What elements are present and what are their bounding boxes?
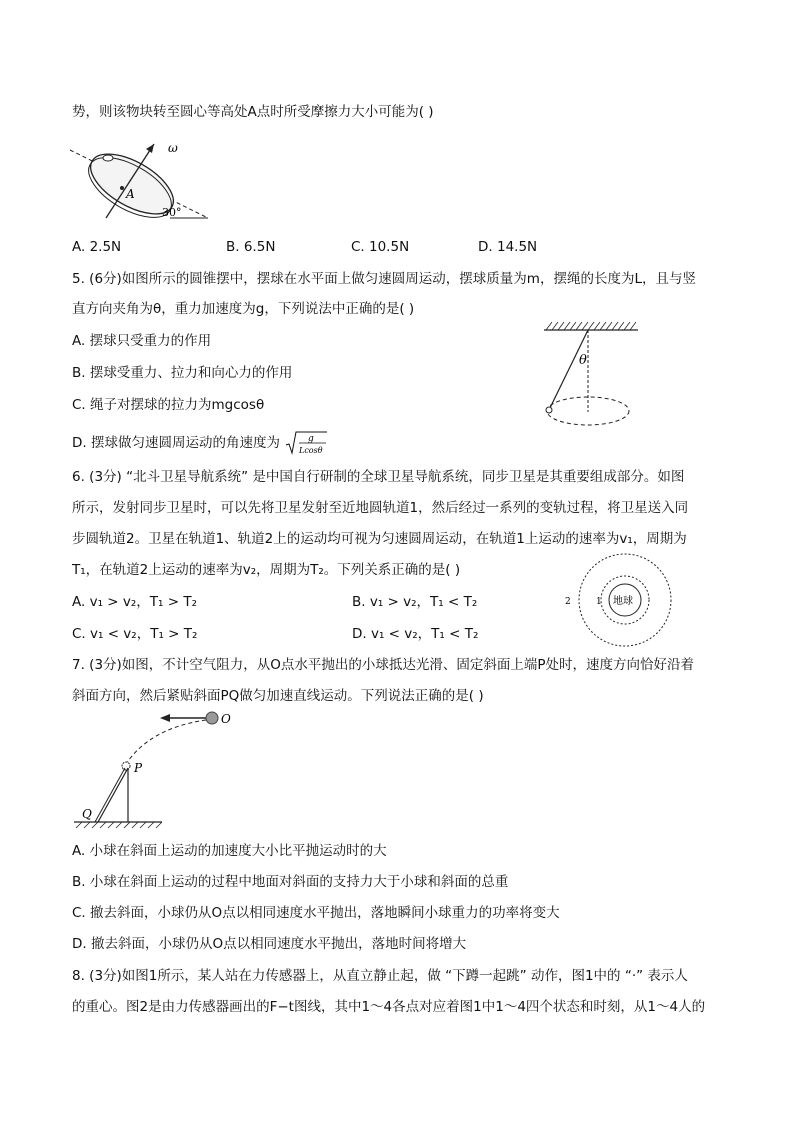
q5-sqrt-formula [284, 430, 328, 456]
q7-p-label: P [134, 761, 143, 775]
q4-rotating-disk-figure [66, 136, 216, 228]
q4-option-c[interactable]: C. 10.5N [351, 239, 410, 255]
q7-option-c[interactable]: C. 撤去斜面，小球仍从O点以相同速度水平抛出，落地瞬间小球重力的功率将变大 [72, 905, 560, 921]
q7-stem-line1: 7. (3分)如图，不计空气阻力，从O点水平抛出的小球抵达光滑、固定斜面上端P处时，速度方向恰好沿着 [72, 657, 695, 673]
q5-stem-line1: 5. (6分)如图所示的圆锥摆中，摆球在水平面上做匀速圆周运动，摆球质量为m，摆绳的长度为L，且与竖 [72, 271, 696, 287]
q4-option-b[interactable]: B. 6.5N [226, 239, 276, 255]
q7-option-b[interactable]: B. 小球在斜面上运动的过程中地面对斜面的支持力大于小球和斜面的总重 [72, 874, 509, 890]
q5-option-c[interactable]: C. 绳子对摆球的拉力为mgcosθ [72, 397, 265, 413]
q7-projectile-incline-figure [70, 706, 250, 830]
q6-stem-line2: 所示，发射同步卫星时，可以先将卫星发射至近地圆轨道1，然后经过一系列的变轨过程，将卫星送入同 [72, 500, 689, 516]
q6-orbit-figure [560, 552, 684, 648]
q4-option-d[interactable]: D. 14.5N [478, 239, 538, 255]
q5-theta-label: θ [579, 353, 587, 368]
q6-stem-line3: 步圆轨道2。卫星在轨道1、轨道2上的运动均可视为匀速圆周运动，在轨道1上运动的速率为v₁，周期为 [72, 531, 687, 547]
q7-option-d[interactable]: D. 撤去斜面，小球仍从O点以相同速度水平抛出，落地时间将增大 [72, 936, 467, 952]
q4-angle-label: 30° [162, 206, 182, 219]
q4-omega-label: ω [168, 141, 178, 155]
q6-orbit1-label: 1 [596, 597, 602, 607]
q5-formula-denominator: Lcosθ [299, 446, 323, 455]
q6-earth-label: 地球 [613, 596, 633, 607]
q7-q-label: Q [82, 807, 92, 821]
q4-stem-tail: 势，则该物块转至圆心等高处A点时所受摩擦力大小可能为( ) [72, 104, 434, 120]
q4-point-a-label: A [126, 187, 135, 201]
q5-option-b[interactable]: B. 摆球受重力、拉力和向心力的作用 [72, 365, 293, 381]
q6-orbit2-label: 2 [565, 597, 571, 607]
q8-stem-line2: 的重心。图2是由力传感器画出的F−t图线，其中1～4各点对应着图1中1～4四个状态和时刻，从1～4人的 [72, 999, 706, 1015]
q5-option-d[interactable] [72, 430, 328, 456]
q6-stem-line4: T₁，在轨道2上运动的速率为v₂，周期为T₂。下列关系正确的是( ) [72, 562, 461, 578]
q7-o-label: O [221, 712, 231, 726]
q6-option-d[interactable]: D. v₁ < v₂，T₁ < T₂ [352, 626, 479, 642]
q5-option-a[interactable]: A. 摆球只受重力的作用 [72, 333, 212, 349]
q4-option-a[interactable]: A. 2.5N [72, 239, 122, 255]
q6-option-c[interactable]: C. v₁ < v₂，T₁ > T₂ [72, 626, 198, 642]
q5-option-d-text: D. 摆球做匀速圆周运动的角速度为 [72, 435, 280, 451]
q6-option-a[interactable]: A. v₁ > v₂，T₁ > T₂ [72, 594, 197, 610]
q6-option-b[interactable]: B. v₁ > v₂，T₁ < T₂ [352, 594, 478, 610]
q5-stem-line2: 直方向夹角为θ，重力加速度为g，下列说法中正确的是( ) [72, 301, 415, 317]
q7-option-a[interactable]: A. 小球在斜面上运动的加速度大小比平抛运动时的大 [72, 843, 387, 859]
q6-stem-line1: 6. (3分) “北斗卫星导航系统” 是中国自行研制的全球卫星导航系统，同步卫星是其重要组成部分。如图 [72, 469, 685, 485]
q8-stem-line1: 8. (3分)如图1所示，某人站在力传感器上，从直立静止起，做 “下蹲一起跳” 动作，图1中的 “·” 表示人 [72, 968, 688, 984]
q5-conical-pendulum-figure [538, 318, 644, 433]
q7-stem-line2: 斜面方向，然后紧贴斜面PQ做匀加速直线运动。下列说法正确的是( ) [72, 688, 484, 704]
q5-formula-numerator: g [308, 434, 315, 444]
